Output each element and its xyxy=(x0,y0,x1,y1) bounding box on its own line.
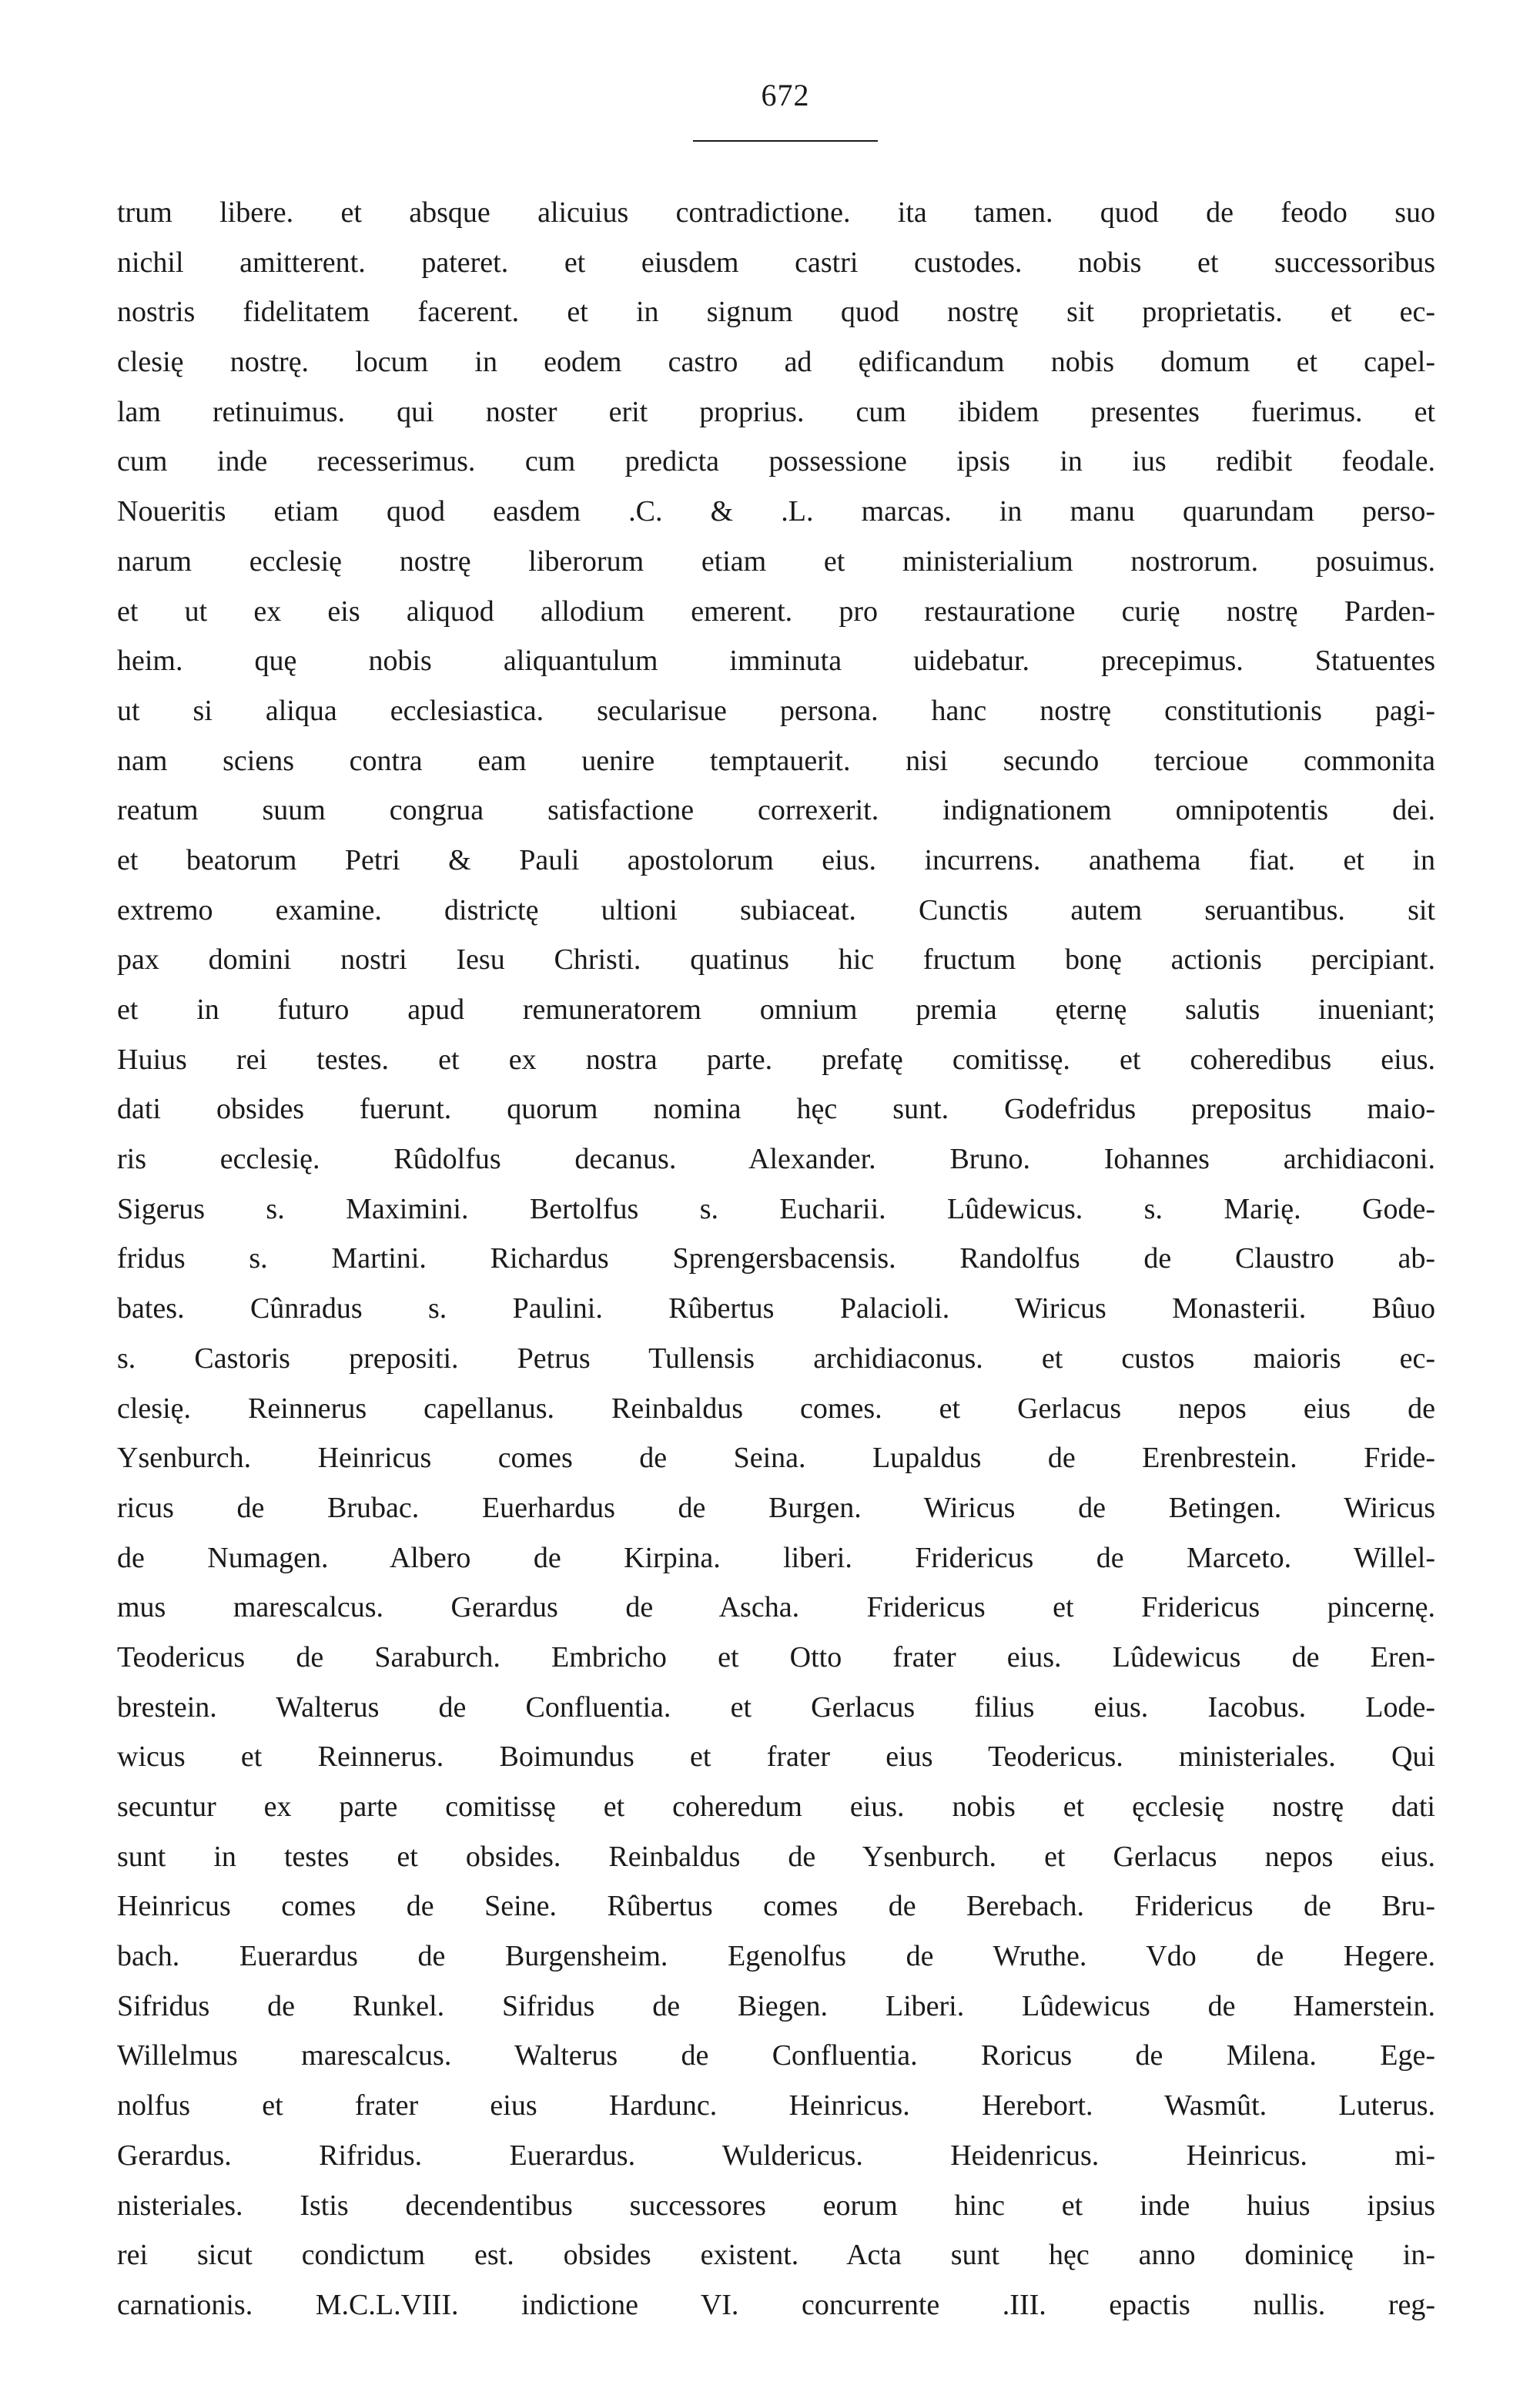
text-line: cum inde recesserimus. cum predicta possessione ipsis in ius redibit feodale. xyxy=(117,445,1435,478)
text-line: Huius rei testes. et ex nostra parte. prefatę comitissę. et coheredibus eius. xyxy=(117,1043,1435,1076)
text-line: bach. Euerardus de Burgensheim. Egenolfus de Wruthe. Vdo de Hegere. xyxy=(117,1940,1435,1973)
text-line: Ysenburch. Heinricus comes de Seina. Lupaldus de Erenbrestein. Fride- xyxy=(117,1442,1435,1475)
text-line: fridus s. Martini. Richardus Sprengersbacensis. Randolfus de Claustro ab- xyxy=(117,1242,1435,1275)
text-line: s. Castoris prepositi. Petrus Tullensis archidiaconus. et custos maioris ec- xyxy=(117,1342,1435,1375)
body-text xyxy=(117,188,1435,2330)
text-line: nichil amitterent. pateret. et eiusdem castri custodes. nobis et successoribus xyxy=(117,246,1435,279)
text-line: secuntur ex parte comitissę et coheredum eius. nobis et ęcclesię nostrę dati xyxy=(117,1791,1435,1823)
text-line: Heinricus comes de Seine. Rûbertus comes de Berebach. Fridericus de Bru- xyxy=(117,1890,1435,1923)
text-line: ris ecclesię. Rûdolfus decanus. Alexander. Bruno. Iohannes archidiaconi. xyxy=(117,1143,1435,1176)
text-line: carnationis. M.C.L.VIII. indictione VI. concurrente .III. epactis nullis. reg- xyxy=(117,2288,1435,2321)
text-line: brestein. Walterus de Confluentia. et Gerlacus filius eius. Iacobus. Lode- xyxy=(117,1690,1435,1724)
text-line: Teodericus de Saraburch. Embricho et Otto frater eius. Lûdewicus de Eren- xyxy=(117,1640,1435,1673)
text-line: wicus et Reinnerus. Boimundus et frater eius Teodericus. ministeriales. Qui xyxy=(117,1740,1435,1774)
text-line: ut si aliqua ecclesiastica. secularisue persona. hanc nostrę constitutionis pagi- xyxy=(117,694,1435,727)
text-line: pax domini nostri Iesu Christi. quatinus hic fructum bonę actionis percipiant. xyxy=(117,943,1435,977)
text-line: Willelmus marescalcus. Walterus de Confluentia. Roricus de Milena. Ege- xyxy=(117,2039,1435,2072)
text-line: Noueritis etiam quod easdem .C. & .L. marcas. in manu quarundam perso- xyxy=(117,495,1435,528)
text-line: extremo examine. districtę ultioni subiaceat. Cunctis autem seruantibus. sit xyxy=(117,893,1435,926)
text-line: nostris fidelitatem facerent. et in signum quod nostrę sit proprietatis. et ec- xyxy=(117,296,1435,329)
text-line: lam retinuimus. qui noster erit proprius. cum ibidem presentes fuerimus. et xyxy=(117,395,1435,428)
text-line: nisteriales. Istis decendentibus successores eorum hinc et inde huius ipsius xyxy=(117,2189,1435,2222)
text-line: de Numagen. Albero de Kirpina. liberi. Fridericus de Marceto. Willel- xyxy=(117,1541,1435,1574)
text-line: reatum suum congrua satisfactione correxerit. indignationem omnipotentis dei. xyxy=(117,794,1435,827)
text-line: et ut ex eis aliquod allodium emerent. pro restauratione curię nostrę Parden- xyxy=(117,595,1435,628)
text-line: mus marescalcus. Gerardus de Ascha. Fridericus et Fridericus pincernę. xyxy=(117,1591,1435,1624)
text-line: Sifridus de Runkel. Sifridus de Biegen. Liberi. Lûdewicus de Hamerstein. xyxy=(117,1989,1435,2022)
text-line: et in futuro apud remuneratorem omnium premia ęternę salutis inueniant; xyxy=(117,993,1435,1026)
text-line: heim. quę nobis aliquantulum imminuta uidebatur. precepimus. Statuentes xyxy=(117,645,1435,678)
text-line: narum ecclesię nostrę liberorum etiam et ministerialium nostrorum. posuimus. xyxy=(117,544,1435,578)
page-number-rule xyxy=(693,140,878,142)
text-line: sunt in testes et obsides. Reinbaldus de Ysenburch. et Gerlacus nepos eius. xyxy=(117,1840,1435,1873)
text-line: bates. Cûnradus s. Paulini. Rûbertus Palacioli. Wiricus Monasterii. Bûuo xyxy=(117,1292,1435,1325)
page-number: 672 xyxy=(761,78,810,112)
text-line: clesię. Reinnerus capellanus. Reinbaldus comes. et Gerlacus nepos eius de xyxy=(117,1392,1435,1425)
text-line: ricus de Brubac. Euerhardus de Burgen. Wiricus de Betingen. Wiricus xyxy=(117,1491,1435,1524)
text-line: rei sicut condictum est. obsides existent. Acta sunt hęc anno dominicę in- xyxy=(117,2239,1435,2272)
text-line: trum libere. et absque alicuius contradictione. ita tamen. quod de feodo suo xyxy=(117,196,1435,229)
text-line: Gerardus. Rifridus. Euerardus. Wuldericus. Heidenricus. Heinricus. mi- xyxy=(117,2139,1435,2172)
text-line: et beatorum Petri & Pauli apostolorum eius. incurrens. anathema fiat. et in xyxy=(117,843,1435,876)
text-line: clesię nostrę. locum in eodem castro ad ędificandum nobis domum et capel- xyxy=(117,346,1435,379)
text-line: dati obsides fuerunt. quorum nomina hęc sunt. Godefridus prepositus maio- xyxy=(117,1093,1435,1126)
text-line: nolfus et frater eius Hardunc. Heinricus. Herebort. Wasmût. Luterus. xyxy=(117,2089,1435,2122)
text-line: nam sciens contra eam uenire temptauerit. nisi secundo tercioue commonita xyxy=(117,744,1435,777)
text-line: Sigerus s. Maximini. Bertolfus s. Eucharii. Lûdewicus. s. Marię. Gode- xyxy=(117,1192,1435,1225)
